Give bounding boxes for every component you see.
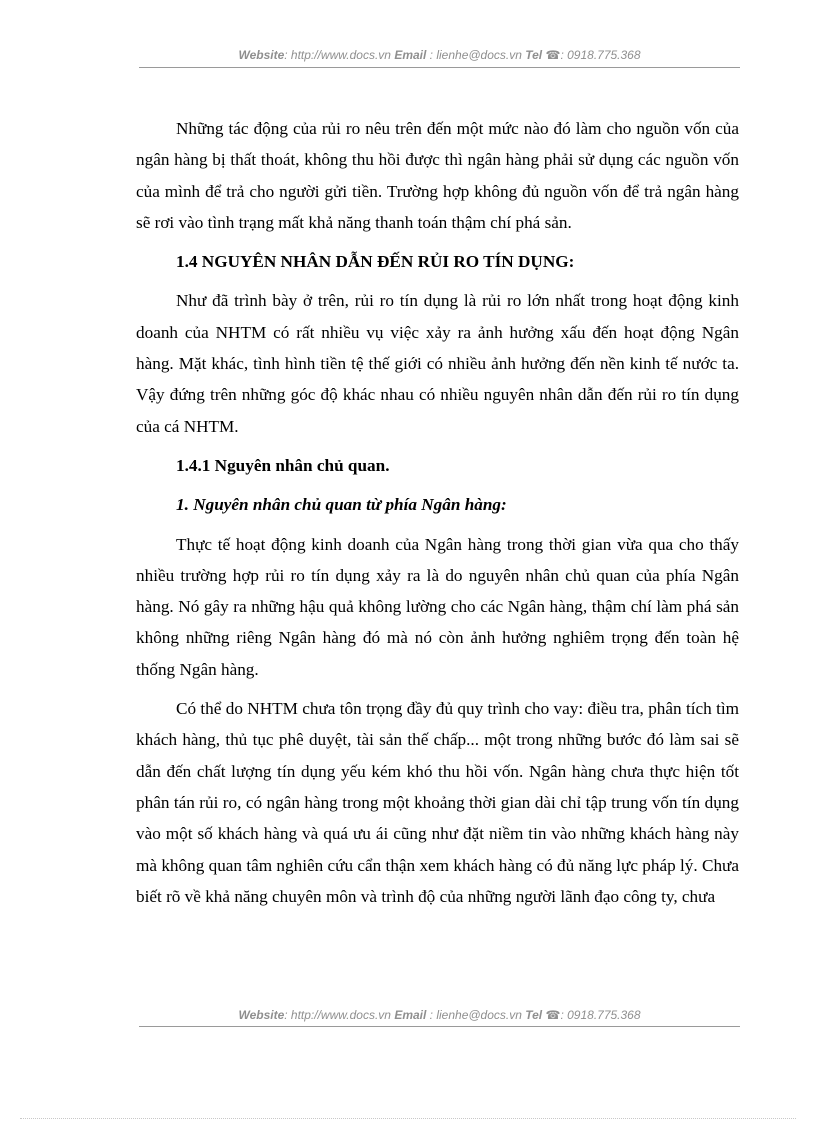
paragraph-3: Thực tế hoạt động kinh doanh của Ngân hàng trong thời gian vừa qua cho thấy nhiều trường hợp rủi ro tín dụng xảy ra là do nguyên nhân chủ quan của phía Ngân hàng. Nó gây ra những hậu quả không lường cho các Ngân hàng, thậm chí làm phá sản không những riêng Ngân hàng đó mà nó còn ảnh hưởng nghiêm trọng đến toàn hệ thống Ngân hàng. bbox=[136, 534, 739, 679]
footer-tel-value: : 0918.775.368 bbox=[560, 1008, 641, 1022]
header-email-value: : lienhe@docs.vn bbox=[429, 48, 522, 62]
telephone-icon: ☎ bbox=[545, 1008, 561, 1022]
header-website-label: Website bbox=[238, 48, 285, 62]
header-website-value: : http://www.docs.vn bbox=[284, 48, 391, 62]
header-rule bbox=[139, 67, 740, 68]
paragraph-2: Như đã trình bày ở trên, rủi ro tín dụng là rủi ro lớn nhất trong hoạt động kinh doanh của NHTM có rất nhiều vụ việc xảy ra ảnh hưởng xấu đến hoạt động Ngân hàng. Mặt khác, tình hình tiền tệ thế giới có nhiều ảnh hưởng đến nền kinh tế nước ta. Vậy đứng trên những góc độ khác nhau có nhiều nguyên nhân dẫn đến rủi ro tín dụng của cá NHTM. bbox=[136, 291, 739, 436]
section-heading-1-4: 1.4 NGUYÊN NHÂN DẪN ĐẾN RỦI RO TÍN DỤNG: bbox=[176, 252, 575, 272]
page-header bbox=[139, 48, 740, 62]
header-email-label: Email bbox=[394, 48, 427, 62]
header-tel-value: : 0918.775.368 bbox=[560, 48, 641, 62]
footer-website-value: : http://www.docs.vn bbox=[284, 1008, 391, 1022]
footer-rule bbox=[139, 1026, 740, 1027]
footer-tel-label: Tel bbox=[525, 1008, 543, 1022]
page-body bbox=[136, 113, 739, 920]
paragraph-1: Những tác động của rủi ro nêu trên đến một mức nào đó làm cho nguồn vốn của ngân hàng bị thất thoát, không thu hồi được thì ngân hàng phải sử dụng các nguồn vốn của mình để trả cho người gửi tiền. Trường hợp không đủ nguồn vốn để trả ngân hàng sẽ rơi vào tình trạng mất khả năng thanh toán thậm chí phá sản. bbox=[136, 119, 739, 232]
page-footer bbox=[139, 1008, 740, 1022]
header-tel-label: Tel bbox=[525, 48, 543, 62]
page-break-line bbox=[20, 1118, 796, 1119]
footer-email-label: Email bbox=[394, 1008, 427, 1022]
footer-website-label: Website bbox=[238, 1008, 285, 1022]
telephone-icon: ☎ bbox=[545, 48, 561, 62]
subheading-bank-causes: 1. Nguyên nhân chủ quan từ phía Ngân hàng: bbox=[176, 495, 507, 515]
subsection-heading-1-4-1: 1.4.1 Nguyên nhân chủ quan. bbox=[176, 455, 390, 475]
footer-email-value: : lienhe@docs.vn bbox=[429, 1008, 522, 1022]
paragraph-4: Có thể do NHTM chưa tôn trọng đầy đủ quy trình cho vay: điều tra, phân tích tìm khách hàng, thủ tục phê duyệt, tài sản thế chấp... một trong những bước đó làm sai sẽ dẫn đến chất lượng tín dụng yếu kém khó thu hồi vốn. Ngân hàng chưa thực hiện tốt phân tán rủi ro, có ngân hàng trong một khoảng thời gian dài chỉ tập trung vốn tín dụng vào một số khách hàng và quá ưu ái cũng như đặt niềm tin vào những khách hàng này mà không quan tâm nghiên cứu cẩn thận xem khách hàng có đủ năng lực pháp lý. Chưa biết rõ về khả năng chuyên môn và trình độ của những người lãnh đạo công ty, chưa bbox=[136, 699, 739, 906]
